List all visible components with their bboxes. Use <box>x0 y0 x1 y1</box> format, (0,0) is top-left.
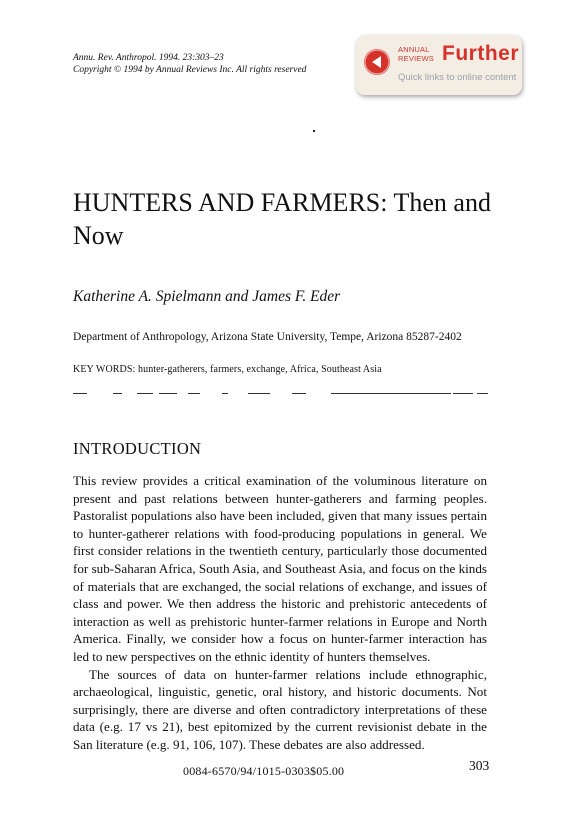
article-authors: Katherine A. Spielmann and James F. Eder <box>73 288 341 305</box>
article-title: HUNTERS AND FARMERS: Then and Now <box>73 188 491 250</box>
paragraph: The sources of data on hunter-farmer relations include ethnographic, archaeological, linguistic, genetic, oral history, and historic documents. Not surprisingly, there are diverse and often contradictory interpretations of these data (e.g. 17 vs 21), best epitomized by the current revisionist debate in the San literature (e.g. 91, 106, 107). These debates are also addressed. <box>73 666 487 752</box>
section-heading: INTRODUCTION <box>73 439 202 458</box>
key-words: KEY WORDS: hunter-gatherers, farmers, exchange, Africa, Southeast Asia <box>73 364 382 375</box>
triangle-arrow-icon <box>364 49 390 75</box>
further-wordmark: Further <box>442 42 519 65</box>
further-subtitle: Quick links to online content <box>398 72 517 83</box>
author-affiliation: Department of Anthropology, Arizona State University, Tempe, Arizona 85287-2402 <box>73 331 462 343</box>
journal-citation: Annu. Rev. Anthropol. 1994. 23:303–23 <box>73 53 224 63</box>
introduction-body <box>73 472 487 754</box>
section-divider <box>73 393 488 397</box>
page-number: 303 <box>469 758 490 773</box>
paragraph: This review provides a critical examination of the voluminous literature on present and past relations between hunter-gatherers and farming peoples. Pastoralist populations also have been included, given that many issues pertain to hunter-gatherer relations with food-producing populations in general. We first consider relations in the twentieth century, particularly those documented for sub-Saharan Africa, South Asia, and Southeast Asia, and focus on the kinds of materials that are exchanged, the social relations of exchange, and issues of class and power. We then address the historic and prehistoric antecedents of interaction as well as prehistoric hunter-farmer relations in Europe and North America. Finally, we consider how a focus on hunter-farmer interaction has led to new perspectives on the ethnic identity of hunters themselves. <box>73 473 487 664</box>
issn-footer: 0084-6570/94/1015-0303$05.00 <box>183 764 345 778</box>
copyright-notice: Copyright © 1994 by Annual Reviews Inc. All rights reserved <box>73 65 307 75</box>
stray-mark <box>313 130 315 132</box>
annual-reviews-label: ANNUAL REVIEWS <box>398 45 434 63</box>
further-link-badge[interactable] <box>356 35 522 95</box>
citation-block <box>73 52 306 76</box>
